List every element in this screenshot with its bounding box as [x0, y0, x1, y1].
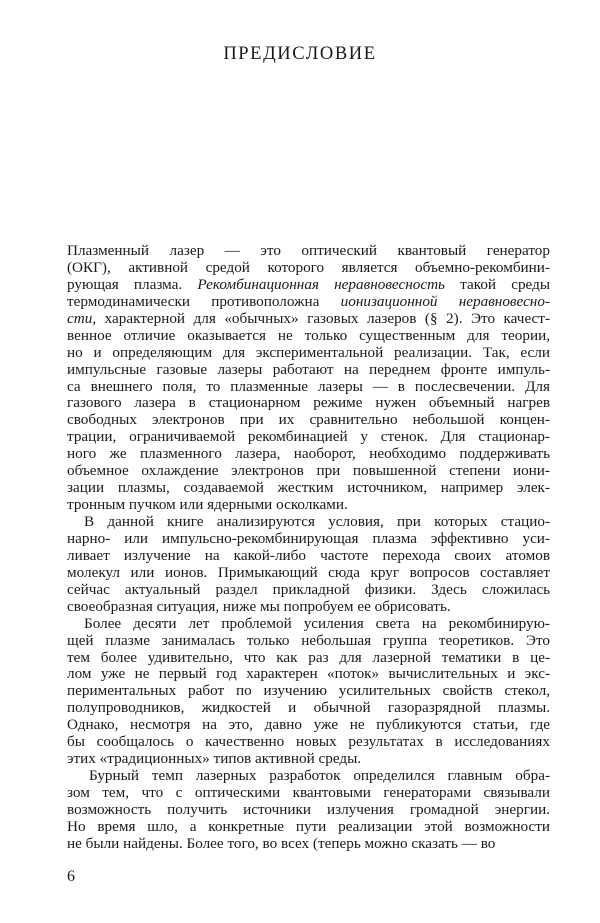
text-segment: трации, ограничиваемой рекомбинацией у стенок. Для стационар- [67, 428, 550, 446]
text-segment: Плазменный лазер — это оптический квантовый генератор [67, 242, 550, 259]
text-line [67, 260, 550, 277]
text-line [67, 277, 550, 294]
text-segment: бы сообщалось о качественно новых результатах в исследованиях [67, 733, 550, 751]
text-line [67, 480, 550, 497]
text-line [67, 565, 550, 582]
text-line [67, 768, 550, 785]
text-line [67, 514, 550, 531]
text-line [67, 429, 550, 446]
page-number: 6 [67, 868, 75, 885]
body-text [67, 243, 550, 853]
text-line [67, 345, 550, 362]
paragraph [67, 514, 550, 616]
text-line [67, 582, 550, 599]
italic-term: сти [67, 309, 93, 327]
text-segment: периментальных работ по изучению усилительных свойств стекол, [67, 682, 550, 700]
text-line [67, 734, 550, 751]
text-line [67, 531, 550, 548]
text-line [67, 819, 550, 836]
text-line [67, 497, 550, 514]
text-segment: лом уже не первый год характерен «поток» вычислительных и экс- [67, 665, 550, 683]
text-segment: Однако, несмотря на это, давно уже не публикуются статьи, где [67, 716, 550, 734]
text-segment: тронным пучком или ядерными осколками. [67, 496, 348, 514]
text-line [67, 700, 550, 717]
text-line [67, 616, 550, 633]
text-segment: ливает излучение на какой-либо частоте перехода своих атомов [67, 546, 550, 564]
text-segment: рующая плазма. [67, 275, 183, 293]
text-line [67, 362, 550, 379]
text-line [67, 328, 550, 345]
text-segment: ного же плазменного лазера, наоборот, необходимо поддерживать [67, 445, 550, 463]
text-segment: Но время шло, а конкретные пути реализации этой возможности [67, 817, 550, 835]
paragraph [67, 616, 550, 768]
text-segment: но и определяющим для экспериментальной реализации. Так, если [67, 343, 550, 361]
text-segment: са внешнего поля, то плазменные лазеры — в послесвечении. Для [67, 377, 550, 395]
text-segment: не были найдены. Более того, во всех (теперь можно сказать — во [67, 834, 496, 852]
text-line [67, 446, 550, 463]
text-segment: термодинамически противоположна [67, 292, 341, 310]
text-segment: зом тем, что с оптическими квантовыми генераторами связывали [67, 784, 550, 801]
text-line [67, 395, 550, 412]
text-line [67, 751, 550, 768]
text-segment: сейчас актуальный раздел прикладной физики. Здесь сложилась [67, 580, 550, 598]
text-segment: Бурный темп лазерных разработок определился главным обра- [89, 767, 550, 785]
text-segment: свободных электронов при их сравнительно небольшой концен- [67, 411, 550, 429]
text-line [67, 802, 550, 819]
text-line [67, 785, 550, 802]
text-line [67, 650, 550, 667]
paragraph [67, 768, 550, 853]
text-segment: газового лазера в стационарном режиме нужен объемный нагрев [67, 394, 550, 412]
text-line [67, 717, 550, 734]
text-segment: молекул или ионов. Примыкающий сюда круг вопросов составляет [67, 563, 550, 581]
text-segment: В данной книге анализируются условия, при которых стацио- [84, 513, 550, 530]
text-segment: , характерной для «обычных» газовых лазеров (§ 2). Это качест- [92, 309, 550, 327]
text-line [67, 548, 550, 565]
italic-term: ионизационной неравновесно- [340, 292, 550, 310]
text-segment: импульсные газовые лазеры работают на переднем фронте импуль- [67, 360, 550, 378]
text-line [67, 683, 550, 700]
text-segment: возможность получить источники излучения громадной энергии. [67, 800, 550, 818]
text-segment: полупроводников, жидкостей и обычной газоразрядной плазмы. [67, 699, 550, 717]
text-line [67, 666, 550, 683]
text-line [67, 836, 550, 853]
italic-term: Рекомбинационная неравновесность [197, 275, 445, 293]
text-line [67, 379, 550, 396]
paragraph [67, 243, 550, 514]
text-segment: такой среды [444, 275, 551, 293]
text-segment: объемное охлаждение электронов при повышенной степени иони- [67, 462, 550, 480]
text-segment: (ОКГ), активной средой которого является объемно-рекомбини- [67, 258, 550, 276]
text-segment: нарно- или импульсно-рекомбинирующая плазма эффективно уси- [67, 529, 550, 547]
text-line [67, 633, 550, 650]
text-segment: зации плазмы, создаваемой жестким источником, например элек- [67, 479, 550, 497]
text-line [67, 294, 550, 311]
text-line [67, 463, 550, 480]
text-segment: венное отличие оказывается не только существенным для теории, [67, 326, 550, 344]
page-title: ПРЕДИСЛОВИЕ [223, 44, 377, 64]
text-segment: своеобразная ситуация, ниже мы попробуем ее обрисовать. [67, 597, 451, 615]
text-segment: этих «традиционных» типов активной среды. [67, 750, 362, 768]
text-line [67, 311, 550, 328]
text-line [67, 599, 550, 616]
text-segment: щей плазме занималась только небольшая группа теоретиков. Это [67, 631, 550, 649]
text-segment: Более десяти лет проблемой усиления света на рекомбинирую- [84, 614, 550, 632]
text-line [67, 243, 550, 260]
text-line [67, 412, 550, 429]
text-segment: тем более удивительно, что как раз для лазерной тематики в це- [67, 648, 550, 666]
